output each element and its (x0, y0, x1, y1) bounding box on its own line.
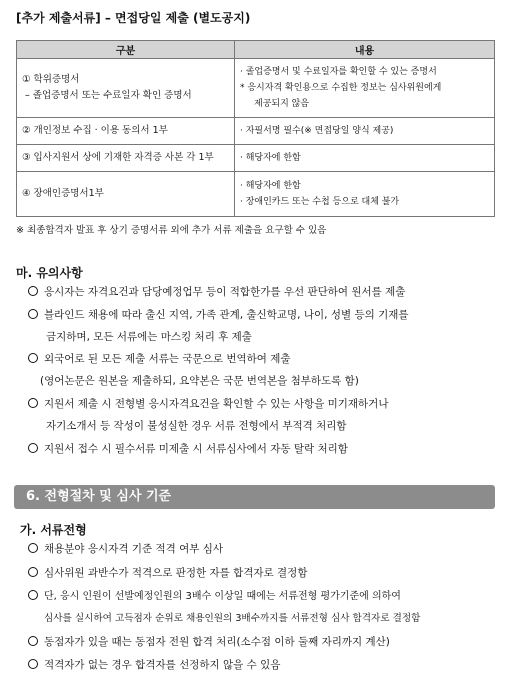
row-content-text: · 장애인카드 또는 수첩 등으로 대체 불가 (240, 197, 400, 207)
circle-bullet-icon (28, 443, 38, 453)
list-item-continuation: 심사를 실시하여 고득점자 순위로 채용인원의 3배수까지를 서류전형 심사 합격자로 결정함 (44, 613, 421, 624)
list-item (28, 654, 280, 676)
circle-bullet-icon (28, 398, 38, 408)
list-item-continuation: (영어논문은 원본을 제출하되, 요약본은 국문 번역본을 첨부하도록 함) (40, 375, 359, 387)
table-header-row (17, 41, 495, 59)
list-item (28, 304, 409, 326)
circle-bullet-icon (28, 543, 38, 553)
row-category: ② 개인정보 수집 · 이용 동의서 1부 (17, 118, 235, 145)
list-item-continuation: 금지하며, 모든 서류에는 마스킹 처리 후 제출 (46, 331, 252, 343)
heading-precautions: 마. 유의사항 (16, 266, 83, 280)
circle-bullet-icon (28, 286, 38, 296)
row-category: ③ 입사지원서 상에 기재한 자격증 사본 각 1부 (17, 145, 235, 172)
row-content-text: · 해당자에 한함 (240, 181, 301, 191)
table-row (17, 118, 495, 145)
list-item-text: 지원서 접수 시 필수서류 미제출 시 서류심사에서 자동 탈락 처리함 (44, 443, 348, 455)
list-item-text: 외국어로 된 모든 제출 서류는 국문으로 번역하여 제출 (44, 353, 291, 365)
table-row (17, 59, 495, 118)
footnote: ※ 최종합격자 발표 후 상기 증명서류 외에 추가 서류 제출을 요구할 수 있음 (16, 225, 327, 236)
list-item (28, 281, 405, 303)
row-category-subtext: – 졸업증명서 또는 수료일자 확인 증명서 (22, 90, 192, 101)
row-content (235, 59, 495, 118)
list-item-text: 응시자는 자격요건과 담당예정업무 등이 적합한가를 우선 판단하여 원서를 제출 (44, 286, 406, 298)
list-item-text: 단, 응시 인원이 선발예정인원의 3배수 이상일 때에는 서류전형 평가기준에 의하여 (44, 591, 401, 602)
list-item-text: 블라인드 채용에 따라 출신 지역, 가족 관계, 출신학교명, 나이, 성별 등의 기재를 (44, 309, 409, 321)
row-content-text: 제공되지 않음 (254, 99, 310, 109)
list-item-text: 동점자가 있을 때는 동점자 전원 합격 처리(소수점 이하 둘째 자리까지 계산) (44, 636, 390, 648)
section-banner-text: 6. 전형절차 및 심사 기준 (26, 489, 172, 504)
list-item-text: 심사위원 과반수가 적격으로 판정한 자를 합격자로 결정함 (44, 567, 308, 579)
row-content: · 자필서명 필수(※ 면접당일 양식 제공) (235, 118, 495, 145)
row-content: · 해당자에 한함 (235, 145, 495, 172)
circle-bullet-icon (28, 567, 38, 577)
circle-bullet-icon (28, 636, 38, 646)
row-category-text: ① 학위증명서 (22, 74, 80, 85)
list-item (28, 562, 307, 584)
circle-bullet-icon (28, 309, 38, 319)
circle-bullet-icon (28, 353, 38, 363)
list-item (28, 631, 390, 653)
list-item-text: 채용분야 응시자격 기준 적격 여부 심사 (44, 543, 223, 555)
section-title: [추가 제출서류] – 면접당일 제출 (별도공지) (16, 11, 251, 25)
row-content (235, 172, 495, 217)
header-content: 내용 (235, 41, 495, 59)
list-item-continuation: 자기소개서 등 작성이 불성실한 경우 서류 전형에서 부적격 처리함 (46, 420, 347, 432)
heading-document-screening: 가. 서류전형 (20, 523, 87, 537)
section-banner (14, 485, 495, 509)
list-item-text: 지원서 제출 시 전형별 응시자격요건을 확인할 수 있는 사항을 미기재하거나 (44, 398, 389, 410)
row-content-text: · 졸업증명서 및 수료일자를 확인할 수 있는 증명서 (240, 67, 437, 77)
list-item (28, 393, 388, 415)
list-item (28, 438, 348, 460)
list-item (28, 586, 401, 608)
list-item (28, 348, 291, 370)
table-row (17, 145, 495, 172)
list-item-text: 적격자가 없는 경우 합격자를 선정하지 않을 수 있음 (44, 659, 281, 671)
header-category: 구분 (17, 41, 235, 59)
table-row (17, 172, 495, 217)
circle-bullet-icon (28, 659, 38, 669)
row-category (17, 59, 235, 118)
row-content-text: * 응시자격 확인용으로 수집한 정보는 심사위원에게 (240, 83, 442, 93)
required-documents-table (16, 40, 495, 217)
row-category: ④ 장애인증명서1부 (17, 172, 235, 217)
list-item (28, 538, 223, 560)
circle-bullet-icon (28, 590, 38, 600)
